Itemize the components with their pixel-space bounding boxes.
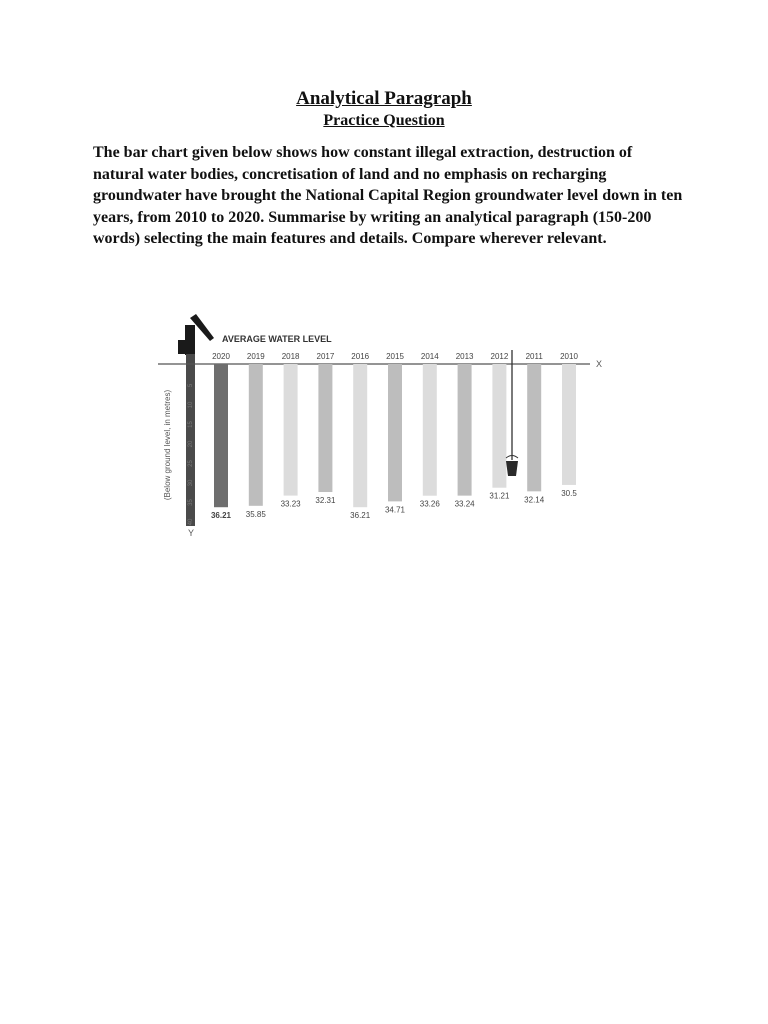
y-tick-30: 30 [188,479,194,487]
category-label-2015: 2015 [386,352,404,361]
hand-pump-icon [178,314,214,526]
category-label-2016: 2016 [351,352,370,361]
y-tick-5: 5 [188,383,194,388]
bar-2020 [214,364,228,507]
bar-group [211,352,578,520]
category-label-2014: 2014 [420,352,439,361]
value-label-2012: 31.21 [489,491,510,501]
bar-2014 [423,364,437,496]
bar-2018 [284,364,298,496]
bar-2019 [249,364,263,506]
value-label-2020: 36.21 [210,511,232,521]
bar-2012 [492,364,506,488]
chart-title: AVERAGE WATER LEVEL [222,334,332,344]
y-tick-15: 15 [188,421,194,428]
page-title: Analytical Paragraph [296,88,472,109]
y-tick-10: 10 [188,401,194,409]
category-label-2018: 2018 [281,352,300,361]
y-tick-20: 20 [188,440,194,448]
category-label-2011: 2011 [525,352,543,361]
y-axis-letter: Y [188,528,195,538]
value-label-2018: 33.23 [280,499,301,509]
value-label-2015: 34.71 [384,505,406,515]
value-label-2019: 35.85 [245,509,266,519]
y-axis-label: (Below ground level, in metres) [163,389,172,501]
category-label-2010: 2010 [560,352,578,361]
bar-2013 [458,364,472,496]
x-axis-letter: X [596,359,603,369]
chart-svg [150,310,620,550]
bar-2011 [527,364,541,491]
y-tick-25: 25 [188,460,194,467]
category-label-2020: 2020 [212,352,230,361]
bar-2015 [388,364,402,501]
water-level-chart [150,310,620,550]
value-label-2014: 33.26 [419,499,440,509]
category-label-2012: 2012 [490,352,509,361]
bar-2017 [318,364,332,492]
bar-2016 [353,364,367,507]
value-label-2016: 36.21 [350,511,371,521]
value-label-2017: 32.31 [315,496,336,506]
category-label-2019: 2019 [246,352,265,361]
y-tick-40: 40 [188,518,194,526]
page-subtitle: Practice Question [323,112,445,129]
y-tick-35: 35 [188,499,194,506]
value-label-2011: 32.14 [524,495,545,505]
category-label-2013: 2013 [455,352,474,361]
question-paragraph: The bar chart given below shows how constant illegal extraction, destruction of natural water bodies, concretisation of land and no emphasis on recharging groundwater have brought the National Capital Region groundwater level down in ten years, from 2010 to 2020. Summarise by writing an analytical paragraph (150-200 words) selecting the main features and details. Compare wherever relevant. [93,144,683,247]
value-label-2013: 33.24 [454,499,475,509]
bucket-icon [506,350,518,476]
value-label-2010: 30.5 [561,488,577,498]
category-label-2017: 2017 [316,352,335,361]
bar-2010 [562,364,576,485]
